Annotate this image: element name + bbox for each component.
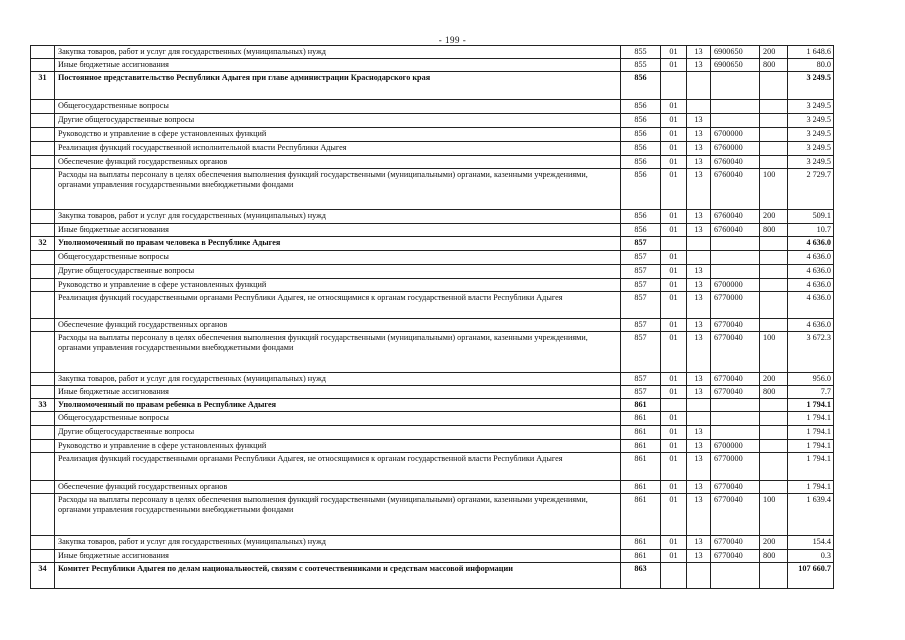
row-name: Другие общегосударственные вопросы — [55, 426, 621, 440]
row-number — [31, 46, 55, 59]
row-subsection — [687, 412, 711, 426]
row-section: 01 — [661, 265, 687, 279]
table-row — [31, 426, 834, 440]
row-name: Уполномоченный по правам ребенка в Республике Адыгея — [55, 399, 621, 412]
row-subsection — [687, 251, 711, 265]
row-number — [31, 453, 55, 481]
row-expense-type — [760, 399, 788, 412]
row-expense-type — [760, 426, 788, 440]
row-amount: 509.1 — [788, 210, 834, 224]
row-amount: 154.4 — [788, 536, 834, 550]
row-expense-type: 200 — [760, 210, 788, 224]
row-expense-type — [760, 440, 788, 453]
row-number — [31, 265, 55, 279]
row-department-code: 863 — [621, 563, 661, 589]
table-row — [31, 100, 834, 114]
row-target-article: 6770040 — [711, 481, 760, 494]
row-expense-type — [760, 563, 788, 589]
row-amount: 4 636.0 — [788, 292, 834, 319]
row-subsection — [687, 100, 711, 114]
row-subsection: 13 — [687, 550, 711, 563]
row-target-article — [711, 399, 760, 412]
page-number: - 199 - — [438, 35, 467, 45]
row-name: Расходы на выплаты персоналу в целях обеспечения выполнения функций государственными (муниципальными) органами, казенными учреждениями, органами управления государственными внебюджетными фондами — [55, 169, 621, 210]
row-department-code: 857 — [621, 279, 661, 292]
table-row — [31, 494, 834, 536]
row-number — [31, 114, 55, 128]
row-subsection — [687, 399, 711, 412]
row-section — [661, 72, 687, 100]
row-amount: 107 660.7 — [788, 563, 834, 589]
row-name: Руководство и управление в сфере установленных функций — [55, 440, 621, 453]
row-department-code: 857 — [621, 292, 661, 319]
row-target-article: 6700000 — [711, 440, 760, 453]
row-section: 01 — [661, 481, 687, 494]
row-number — [31, 319, 55, 332]
row-target-article — [711, 412, 760, 426]
table-row — [31, 279, 834, 292]
row-amount: 80.0 — [788, 59, 834, 72]
row-expense-type — [760, 72, 788, 100]
row-department-code: 857 — [621, 332, 661, 373]
row-section: 01 — [661, 46, 687, 59]
row-name: Постоянное представительство Республики Адыгея при главе администрации Краснодарского края — [55, 72, 621, 100]
row-number — [31, 386, 55, 399]
table-row — [31, 332, 834, 373]
row-department-code: 856 — [621, 100, 661, 114]
row-expense-type — [760, 251, 788, 265]
row-number — [31, 142, 55, 156]
row-number — [31, 224, 55, 237]
row-number — [31, 481, 55, 494]
row-department-code: 856 — [621, 169, 661, 210]
row-amount: 3 249.5 — [788, 114, 834, 128]
row-name: Обеспечение функций государственных органов — [55, 319, 621, 332]
row-section: 01 — [661, 292, 687, 319]
row-number — [31, 251, 55, 265]
table-row — [31, 156, 834, 169]
row-expense-type — [760, 100, 788, 114]
row-amount: 3 249.5 — [788, 72, 834, 100]
row-department-code: 857 — [621, 386, 661, 399]
row-section: 01 — [661, 169, 687, 210]
row-section: 01 — [661, 210, 687, 224]
row-section: 01 — [661, 494, 687, 536]
row-department-code: 857 — [621, 373, 661, 386]
row-name: Общегосударственные вопросы — [55, 100, 621, 114]
row-section: 01 — [661, 224, 687, 237]
row-amount: 1 794.1 — [788, 440, 834, 453]
row-department-code: 861 — [621, 440, 661, 453]
table-row — [31, 536, 834, 550]
row-name: Закупка товаров, работ и услуг для государственных (муниципальных) нужд — [55, 373, 621, 386]
row-amount: 7.7 — [788, 386, 834, 399]
row-target-article — [711, 265, 760, 279]
row-target-article — [711, 251, 760, 265]
row-target-article: 6770040 — [711, 494, 760, 536]
row-number — [31, 412, 55, 426]
row-target-article — [711, 114, 760, 128]
row-target-article: 6900650 — [711, 46, 760, 59]
row-subsection: 13 — [687, 224, 711, 237]
row-subsection: 13 — [687, 265, 711, 279]
row-number — [31, 100, 55, 114]
row-section: 01 — [661, 536, 687, 550]
row-expense-type — [760, 279, 788, 292]
row-expense-type: 800 — [760, 386, 788, 399]
row-target-article: 6770040 — [711, 319, 760, 332]
table-row — [31, 251, 834, 265]
row-name: Реализация функций государственной исполнительной власти Республики Адыгея — [55, 142, 621, 156]
row-subsection: 13 — [687, 292, 711, 319]
row-target-article — [711, 237, 760, 251]
table-row — [31, 128, 834, 142]
row-name: Реализация функций государственными органами Республики Адыгея, не относящимися к органам государственной власти Республики Адыгея — [55, 292, 621, 319]
row-section: 01 — [661, 279, 687, 292]
row-name: Другие общегосударственные вопросы — [55, 265, 621, 279]
row-section: 01 — [661, 156, 687, 169]
table-row — [31, 46, 834, 59]
row-department-code: 861 — [621, 412, 661, 426]
row-number: 32 — [31, 237, 55, 251]
row-name: Расходы на выплаты персоналу в целях обеспечения выполнения функций государственными (муниципальными) органами, казенными учреждениями, органами управления государственными внебюджетными фондами — [55, 332, 621, 373]
row-department-code: 856 — [621, 114, 661, 128]
row-amount: 1 794.1 — [788, 481, 834, 494]
row-subsection: 13 — [687, 386, 711, 399]
row-department-code: 861 — [621, 481, 661, 494]
row-subsection: 13 — [687, 319, 711, 332]
table-row — [31, 373, 834, 386]
table-row — [31, 210, 834, 224]
table-row — [31, 386, 834, 399]
row-expense-type: 800 — [760, 224, 788, 237]
table-row — [31, 399, 834, 412]
row-section: 01 — [661, 251, 687, 265]
row-number — [31, 494, 55, 536]
row-target-article — [711, 563, 760, 589]
row-department-code: 856 — [621, 128, 661, 142]
row-expense-type — [760, 453, 788, 481]
table-row — [31, 224, 834, 237]
row-amount: 1 794.1 — [788, 399, 834, 412]
row-amount: 3 249.5 — [788, 156, 834, 169]
row-expense-type — [760, 237, 788, 251]
row-department-code: 861 — [621, 494, 661, 536]
row-number — [31, 292, 55, 319]
row-department-code: 857 — [621, 251, 661, 265]
row-section: 01 — [661, 386, 687, 399]
row-subsection — [687, 72, 711, 100]
row-name: Общегосударственные вопросы — [55, 412, 621, 426]
row-target-article: 6760040 — [711, 169, 760, 210]
row-target-article: 6760040 — [711, 156, 760, 169]
row-target-article: 6770040 — [711, 386, 760, 399]
row-name: Иные бюджетные ассигнования — [55, 224, 621, 237]
row-subsection: 13 — [687, 128, 711, 142]
table-row — [31, 319, 834, 332]
row-department-code: 857 — [621, 265, 661, 279]
row-number — [31, 128, 55, 142]
row-subsection: 13 — [687, 59, 711, 72]
row-number — [31, 332, 55, 373]
row-target-article: 6700000 — [711, 279, 760, 292]
row-target-article: 6770040 — [711, 332, 760, 373]
table-row — [31, 59, 834, 72]
row-amount: 3 249.5 — [788, 142, 834, 156]
row-name: Комитет Республики Адыгея по делам национальностей, связям с соотечественниками и средствам массовой информации — [55, 563, 621, 589]
row-expense-type — [760, 142, 788, 156]
row-amount: 2 729.7 — [788, 169, 834, 210]
row-name: Закупка товаров, работ и услуг для государственных (муниципальных) нужд — [55, 210, 621, 224]
row-expense-type: 800 — [760, 550, 788, 563]
table-row — [31, 142, 834, 156]
row-department-code: 856 — [621, 210, 661, 224]
row-section: 01 — [661, 142, 687, 156]
row-section: 01 — [661, 319, 687, 332]
row-department-code: 861 — [621, 550, 661, 563]
row-expense-type — [760, 265, 788, 279]
row-subsection: 13 — [687, 494, 711, 536]
table-row — [31, 237, 834, 251]
table-row — [31, 412, 834, 426]
row-expense-type — [760, 319, 788, 332]
row-subsection: 13 — [687, 210, 711, 224]
row-department-code: 861 — [621, 453, 661, 481]
row-section: 01 — [661, 59, 687, 72]
row-amount: 4 636.0 — [788, 319, 834, 332]
row-amount: 4 636.0 — [788, 265, 834, 279]
row-name: Иные бюджетные ассигнования — [55, 386, 621, 399]
row-name: Руководство и управление в сфере установленных функций — [55, 128, 621, 142]
row-target-article: 6760040 — [711, 224, 760, 237]
row-target-article: 6700000 — [711, 128, 760, 142]
row-section: 01 — [661, 373, 687, 386]
row-section: 01 — [661, 412, 687, 426]
row-amount: 3 672.3 — [788, 332, 834, 373]
row-number — [31, 210, 55, 224]
row-department-code: 855 — [621, 59, 661, 72]
row-target-article: 6770040 — [711, 550, 760, 563]
table-row — [31, 169, 834, 210]
row-subsection: 13 — [687, 453, 711, 481]
row-subsection — [687, 237, 711, 251]
row-section — [661, 237, 687, 251]
row-name: Расходы на выплаты персоналу в целях обеспечения выполнения функций государственными (муниципальными) органами, казенными учреждениями, органами управления государственными внебюджетными фондами — [55, 494, 621, 536]
table-row — [31, 114, 834, 128]
table-row — [31, 72, 834, 100]
row-number — [31, 426, 55, 440]
row-amount: 956.0 — [788, 373, 834, 386]
row-department-code: 861 — [621, 399, 661, 412]
row-subsection: 13 — [687, 332, 711, 373]
row-number — [31, 440, 55, 453]
row-amount: 0.3 — [788, 550, 834, 563]
row-subsection: 13 — [687, 426, 711, 440]
row-expense-type — [760, 114, 788, 128]
row-department-code: 857 — [621, 319, 661, 332]
row-department-code: 861 — [621, 426, 661, 440]
row-department-code: 855 — [621, 46, 661, 59]
row-expense-type: 100 — [760, 332, 788, 373]
row-amount: 3 249.5 — [788, 100, 834, 114]
row-department-code: 856 — [621, 142, 661, 156]
row-section — [661, 563, 687, 589]
row-subsection: 13 — [687, 481, 711, 494]
row-expense-type — [760, 481, 788, 494]
row-subsection: 13 — [687, 169, 711, 210]
budget-table — [30, 45, 834, 589]
row-amount: 1 794.1 — [788, 426, 834, 440]
row-amount: 1 639.4 — [788, 494, 834, 536]
row-subsection: 13 — [687, 46, 711, 59]
row-department-code: 856 — [621, 224, 661, 237]
row-section: 01 — [661, 100, 687, 114]
row-amount: 1 794.1 — [788, 453, 834, 481]
row-amount: 3 249.5 — [788, 128, 834, 142]
row-name: Закупка товаров, работ и услуг для государственных (муниципальных) нужд — [55, 46, 621, 59]
row-number — [31, 279, 55, 292]
table-row — [31, 453, 834, 481]
row-number — [31, 550, 55, 563]
row-number — [31, 59, 55, 72]
row-section: 01 — [661, 453, 687, 481]
row-target-article: 6770000 — [711, 453, 760, 481]
row-section: 01 — [661, 114, 687, 128]
table-row — [31, 550, 834, 563]
table-row — [31, 481, 834, 494]
row-name: Обеспечение функций государственных органов — [55, 481, 621, 494]
row-section — [661, 399, 687, 412]
row-subsection: 13 — [687, 114, 711, 128]
row-department-code: 856 — [621, 156, 661, 169]
row-number — [31, 169, 55, 210]
row-name: Иные бюджетные ассигнования — [55, 550, 621, 563]
row-subsection: 13 — [687, 440, 711, 453]
row-number: 34 — [31, 563, 55, 589]
table-row — [31, 440, 834, 453]
table-row — [31, 265, 834, 279]
row-number: 33 — [31, 399, 55, 412]
row-amount: 1 794.1 — [788, 412, 834, 426]
row-name: Обеспечение функций государственных органов — [55, 156, 621, 169]
row-subsection: 13 — [687, 156, 711, 169]
row-name: Руководство и управление в сфере установленных функций — [55, 279, 621, 292]
row-subsection: 13 — [687, 536, 711, 550]
row-target-article — [711, 426, 760, 440]
row-department-code: 857 — [621, 237, 661, 251]
row-name: Уполномоченный по правам человека в Республике Адыгея — [55, 237, 621, 251]
row-section: 01 — [661, 550, 687, 563]
row-expense-type: 100 — [760, 494, 788, 536]
row-section: 01 — [661, 440, 687, 453]
row-number: 31 — [31, 72, 55, 100]
row-amount: 4 636.0 — [788, 279, 834, 292]
row-department-code: 856 — [621, 72, 661, 100]
row-section: 01 — [661, 426, 687, 440]
row-expense-type: 200 — [760, 536, 788, 550]
row-subsection — [687, 563, 711, 589]
row-target-article: 6900650 — [711, 59, 760, 72]
row-target-article: 6770000 — [711, 292, 760, 319]
row-number — [31, 536, 55, 550]
row-target-article — [711, 100, 760, 114]
row-expense-type — [760, 412, 788, 426]
row-section: 01 — [661, 332, 687, 373]
row-amount: 4 636.0 — [788, 251, 834, 265]
row-amount: 10.7 — [788, 224, 834, 237]
row-number — [31, 373, 55, 386]
row-target-article: 6770040 — [711, 536, 760, 550]
row-expense-type — [760, 128, 788, 142]
row-name: Общегосударственные вопросы — [55, 251, 621, 265]
row-name: Закупка товаров, работ и услуг для государственных (муниципальных) нужд — [55, 536, 621, 550]
row-amount: 4 636.0 — [788, 237, 834, 251]
row-expense-type: 100 — [760, 169, 788, 210]
row-amount: 1 648.6 — [788, 46, 834, 59]
table-row — [31, 292, 834, 319]
row-target-article: 6760000 — [711, 142, 760, 156]
row-expense-type: 800 — [760, 59, 788, 72]
row-target-article: 6770040 — [711, 373, 760, 386]
row-section: 01 — [661, 128, 687, 142]
row-number — [31, 156, 55, 169]
row-expense-type: 200 — [760, 373, 788, 386]
row-expense-type — [760, 292, 788, 319]
row-name: Иные бюджетные ассигнования — [55, 59, 621, 72]
row-target-article: 6760040 — [711, 210, 760, 224]
row-subsection: 13 — [687, 279, 711, 292]
row-expense-type: 200 — [760, 46, 788, 59]
table-body — [31, 46, 834, 589]
table-row — [31, 563, 834, 589]
row-subsection: 13 — [687, 373, 711, 386]
row-name: Реализация функций государственными органами Республики Адыгея, не относящимися к органам государственной власти Республики Адыгея — [55, 453, 621, 481]
row-subsection: 13 — [687, 142, 711, 156]
row-department-code: 861 — [621, 536, 661, 550]
row-expense-type — [760, 156, 788, 169]
row-target-article — [711, 72, 760, 100]
row-name: Другие общегосударственные вопросы — [55, 114, 621, 128]
